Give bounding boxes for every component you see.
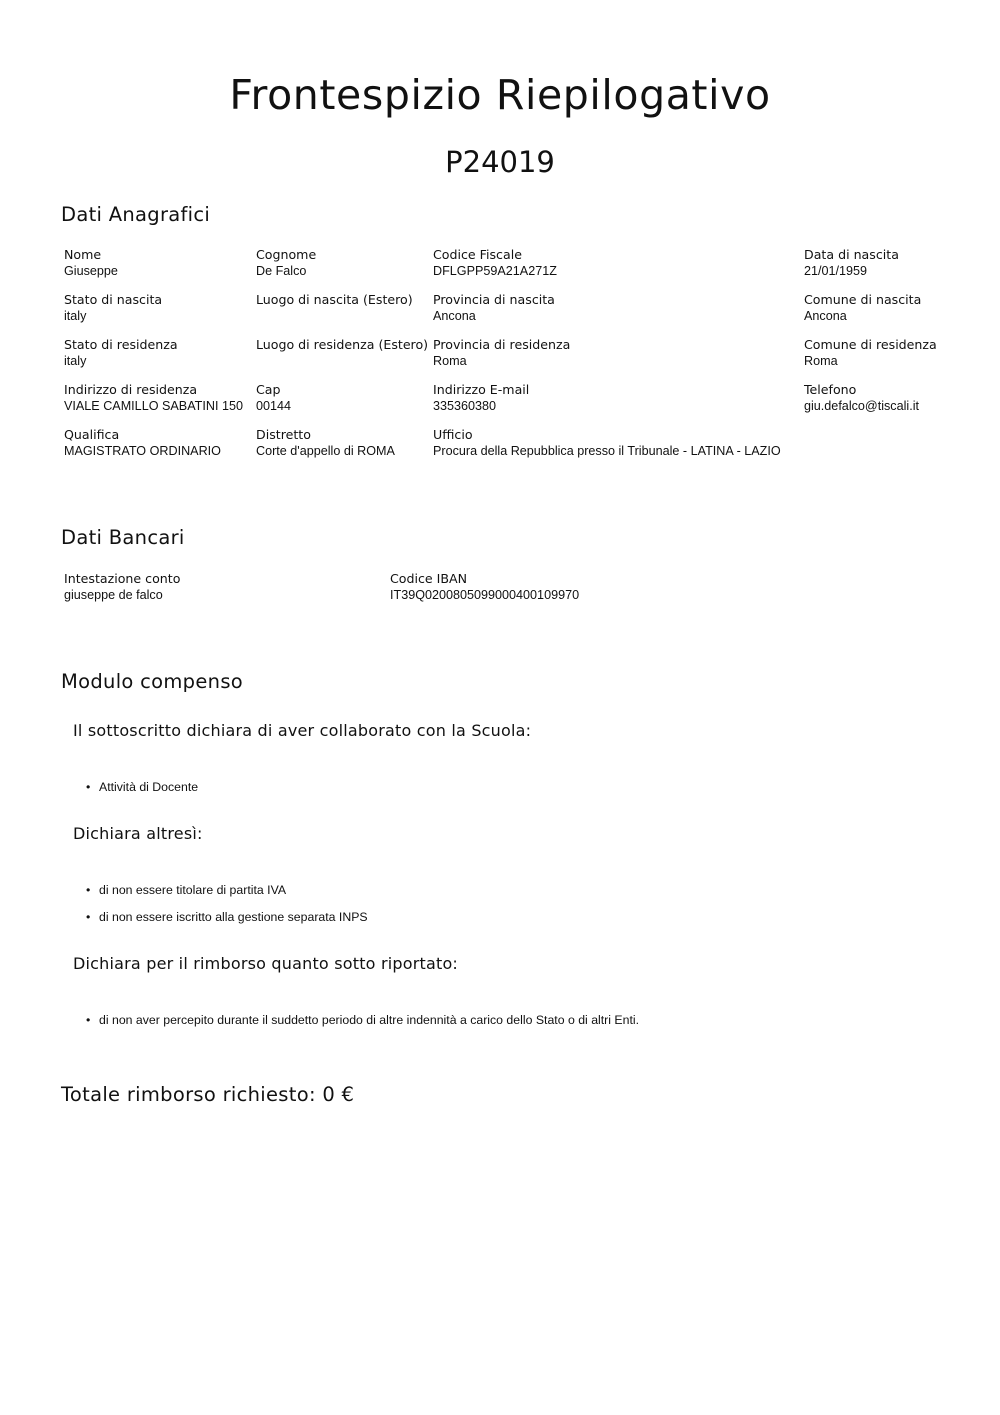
field-intestazione-conto <box>64 570 180 604</box>
field-telefono <box>804 381 919 415</box>
field-value: Giuseppe <box>64 264 118 278</box>
field-value: VIALE CAMILLO SABATINI 150 <box>64 399 243 413</box>
section-title-anagrafica: Dati Anagrafici <box>61 203 211 226</box>
field-luogo-di-nascita-estero <box>256 291 413 308</box>
field-stato-di-nascita <box>64 291 162 325</box>
list-item <box>86 909 368 925</box>
field-label: Luogo di nascita (Estero) <box>256 292 413 307</box>
bullet-icon: • <box>86 780 91 794</box>
altresi-heading: Dichiara altresì: <box>73 824 203 843</box>
field-label: Indirizzo E-mail <box>433 382 530 397</box>
field-value: giuseppe de falco <box>64 588 163 602</box>
field-cognome <box>256 246 316 280</box>
field-label: Ufficio <box>433 427 473 442</box>
field-label: Provincia di nascita <box>433 292 555 307</box>
field-label: Distretto <box>256 427 311 442</box>
field-indirizzo-di-residenza <box>64 381 243 415</box>
list-item <box>86 882 286 898</box>
field-value: Roma <box>433 354 467 368</box>
field-cap <box>256 381 291 415</box>
bullet-icon: • <box>86 883 91 897</box>
rimborso-heading: Dichiara per il rimborso quanto sotto riportato: <box>73 954 459 973</box>
field-indirizzo-email <box>433 381 529 415</box>
field-value: Corte d'appello di ROMA <box>256 444 395 458</box>
field-label: Stato di residenza <box>64 337 178 352</box>
field-label: Nome <box>64 247 102 262</box>
field-value: italy <box>64 354 87 368</box>
section-title-bancari: Dati Bancari <box>61 526 185 549</box>
field-stato-di-residenza <box>64 336 178 370</box>
field-nome <box>64 246 118 280</box>
field-label: Data di nascita <box>804 247 899 262</box>
bullet-icon: • <box>86 1013 91 1027</box>
field-value: De Falco <box>256 264 307 278</box>
field-value: italy <box>64 309 87 323</box>
field-value: Procura della Repubblica presso il Tribunale - LATINA - LAZIO <box>433 444 781 458</box>
field-label: Codice Fiscale <box>433 247 522 262</box>
document-code: P24019 <box>445 145 555 179</box>
field-label: Comune di residenza <box>804 337 937 352</box>
field-label: Indirizzo di residenza <box>64 382 198 397</box>
totale-rimborso: Totale rimborso richiesto: 0 € <box>61 1083 355 1106</box>
collaborazione-heading: Il sottoscritto dichiara di aver collaborato con la Scuola: <box>73 721 532 740</box>
field-comune-di-residenza <box>804 336 937 370</box>
field-value: 00144 <box>256 399 292 413</box>
field-provincia-di-nascita <box>433 291 555 325</box>
field-label: Stato di nascita <box>64 292 163 307</box>
field-label: Comune di nascita <box>804 292 922 307</box>
field-luogo-di-residenza-estero <box>256 336 428 353</box>
field-value: MAGISTRATO ORDINARIO <box>64 444 221 458</box>
field-label: Cap <box>256 382 281 397</box>
field-value: Ancona <box>804 309 847 323</box>
field-label: Intestazione conto <box>64 571 181 586</box>
list-item <box>86 779 198 795</box>
field-value: 335360380 <box>433 399 497 413</box>
field-ufficio <box>433 426 781 460</box>
list-item-text: Attività di Docente <box>99 780 199 794</box>
field-value: Roma <box>804 354 838 368</box>
field-label: Codice IBAN <box>390 571 468 586</box>
field-provincia-di-residenza <box>433 336 570 370</box>
list-item-text: di non essere titolare di partita IVA <box>99 883 287 897</box>
field-label: Provincia di residenza <box>433 337 571 352</box>
field-label: Luogo di residenza (Estero) <box>256 337 429 352</box>
field-comune-di-nascita <box>804 291 921 325</box>
field-label: Telefono <box>804 382 857 397</box>
section-title-compenso: Modulo compenso <box>61 670 244 693</box>
field-value: 21/01/1959 <box>804 264 868 278</box>
field-label: Cognome <box>256 247 317 262</box>
field-data-di-nascita <box>804 246 899 280</box>
field-codice-fiscale <box>433 246 557 280</box>
list-item <box>86 1012 639 1028</box>
list-item-text: di non essere iscritto alla gestione separata INPS <box>99 910 368 924</box>
field-codice-iban <box>390 570 579 604</box>
field-label: Qualifica <box>64 427 120 442</box>
field-distretto <box>256 426 395 460</box>
field-value: giu.defalco@tiscali.it <box>804 399 919 413</box>
page-title: Frontespizio Riepilogativo <box>229 71 771 119</box>
field-value: Ancona <box>433 309 476 323</box>
field-value: DFLGPP59A21A271Z <box>433 264 557 278</box>
bullet-icon: • <box>86 910 91 924</box>
field-value: IT39Q0200805099000400109970 <box>390 588 580 602</box>
field-qualifica <box>64 426 221 460</box>
list-item-text: di non aver percepito durante il suddetto periodo di altre indennità a carico dello Stato o di altri Enti. <box>99 1013 640 1027</box>
